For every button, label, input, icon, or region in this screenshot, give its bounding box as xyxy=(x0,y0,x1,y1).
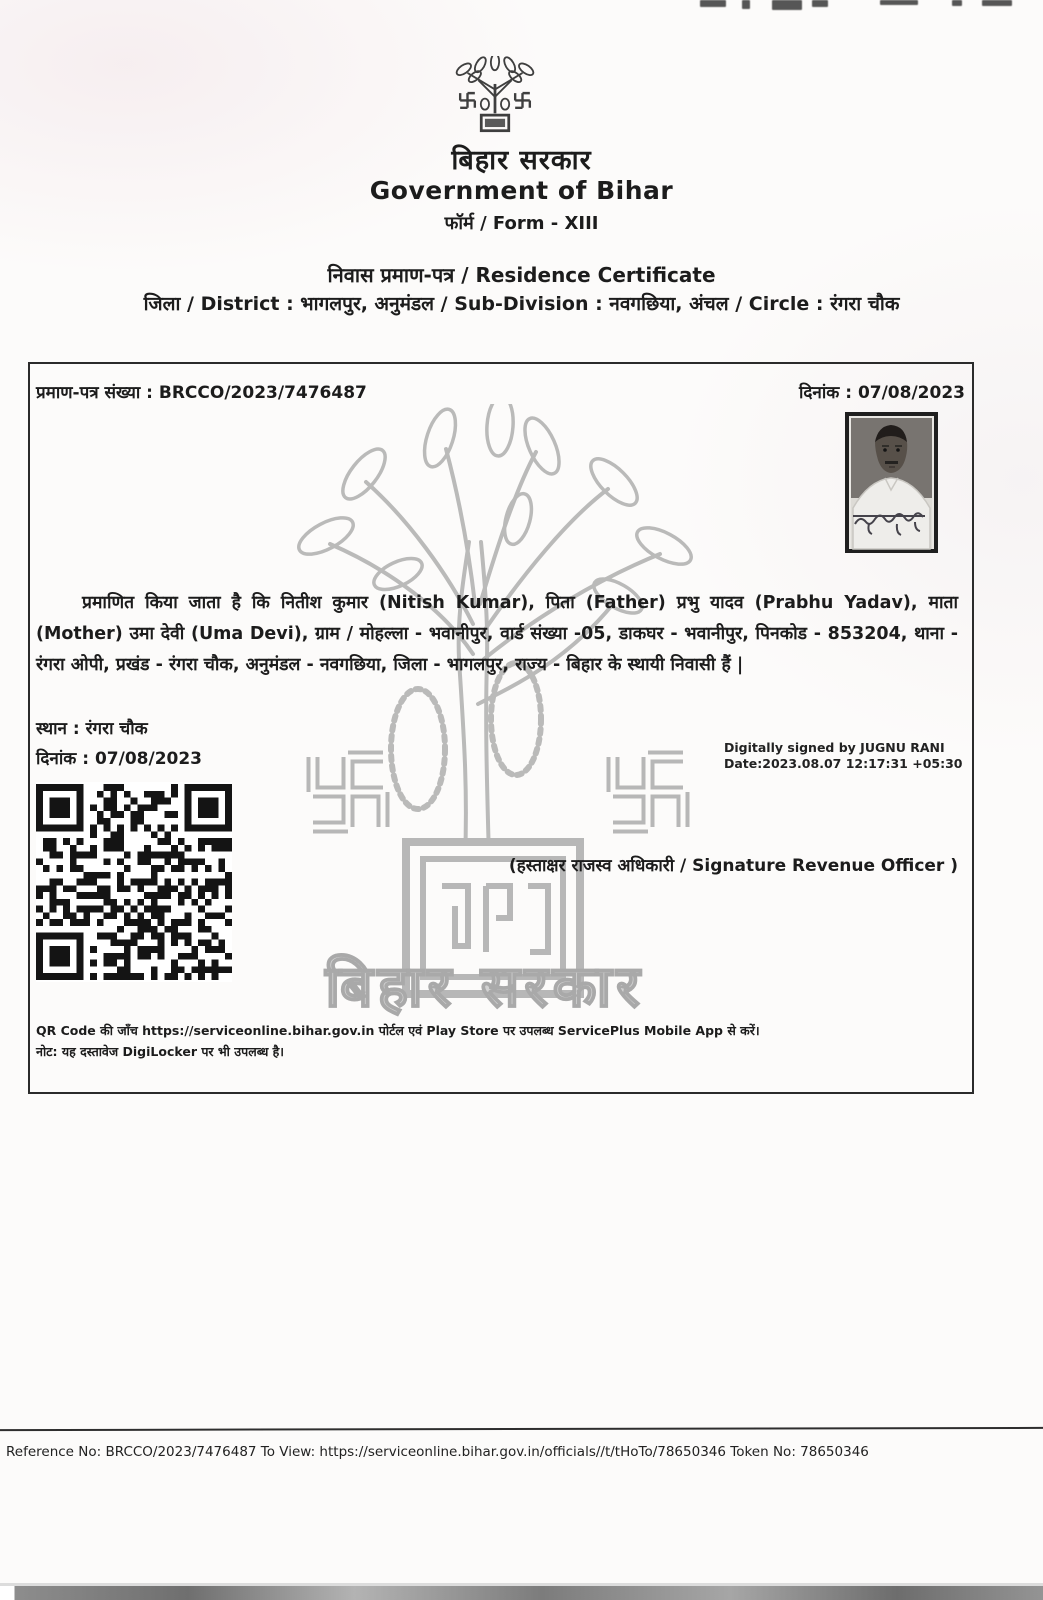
scan-artifact xyxy=(982,0,1012,6)
scan-artifact xyxy=(880,0,918,5)
digital-signature-block xyxy=(724,740,963,772)
date-line: दिनांक : 07/08/2023 xyxy=(36,749,203,769)
scan-edge-strip xyxy=(0,1586,1043,1600)
watermark-tree-emblem xyxy=(268,404,700,1016)
gov-title-english: Government of Bihar xyxy=(369,176,674,205)
certificate-title: निवास प्रमाण-पत्र / Residence Certificate xyxy=(327,263,716,287)
reference-line: Reference No: BRCCO/2023/7476487 To View: https://serviceonline.bihar.gov.in/officials//t/tHoTo/78650346 Token No: 78650346 xyxy=(6,1444,869,1460)
certificate-date: दिनांक : 07/08/2023 xyxy=(798,383,965,403)
qr-code xyxy=(36,782,232,982)
qr-note-line2: नोट: यह दस्तावेज DigiLocker पर भी उपलब्ध है। xyxy=(36,1044,285,1059)
digital-signature-line2: Date:2023.08.07 12:17:31 +05:30 xyxy=(724,756,963,771)
scan-artifact xyxy=(772,0,802,10)
district-line: जिला / District : भागलपुर, अनुमंडल / Sub-Division : नवगछिया, अंचल / Circle : रंगरा चौक xyxy=(143,293,900,315)
scan-artifact xyxy=(700,0,726,7)
scan-artifact xyxy=(812,0,828,7)
signature-officer-line: (हस्ताक्षर राजस्व अधिकारी / Signature Revenue Officer ) xyxy=(508,856,958,876)
applicant-photo xyxy=(845,412,938,553)
certificate-body-text: प्रमाणित किया जाता है कि नितीश कुमार (Nitish Kumar), पिता (Father) प्रभु यादव (Prabhu Yadav), माता (Mother) उमा देवी (Uma Devi), ग्राम / मोहल्ला - भवानीपुर, वार्ड संख्या -05, डाकघर - भवानीपुर, पिनकोड - 853204, थाना - रंगरा ओपी, प्रखंड - रंगरा चौक, अनुमंडल - नवगछिया, जिला - भागलपुर, राज्य - बिहार के स्थायी निवासी हैं | xyxy=(36,593,958,675)
scan-artifact xyxy=(742,0,750,9)
place-line: स्थान : रंगरा चौक xyxy=(36,719,148,739)
form-number-line: फॉर्म / Form - XIII xyxy=(444,213,599,234)
bihar-government-emblem-icon xyxy=(440,56,550,144)
gov-title-hindi: बिहार सरकार xyxy=(451,145,592,176)
footer-divider xyxy=(0,1427,1043,1431)
qr-note-line1: QR Code की जाँच https://serviceonline.bihar.gov.in पोर्टल एवं Play Store पर उपलब्ध ServicePlus Mobile App से करें। xyxy=(36,1023,760,1038)
certificate-number: प्रमाण-पत्र संख्या : BRCCO/2023/7476487 xyxy=(36,383,367,403)
scan-artifact xyxy=(952,0,962,6)
watermark-text: बिहार सरकार xyxy=(325,954,645,1020)
digital-signature-line1: Digitally signed by JUGNU RANI xyxy=(724,740,945,755)
